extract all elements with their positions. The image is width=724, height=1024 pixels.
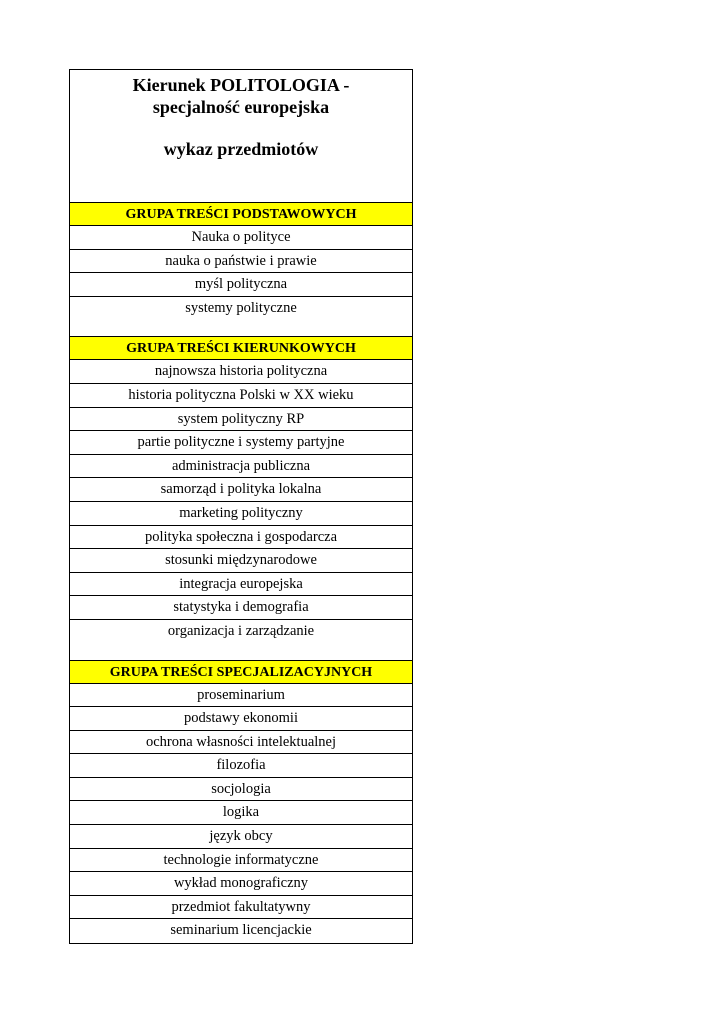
- subject-row: technologie informatyczne: [70, 849, 412, 873]
- subject-row: partie polityczne i systemy partyjne: [70, 431, 412, 455]
- subject-row: ochrona własności intelektualnej: [70, 731, 412, 755]
- group-items: [70, 226, 412, 320]
- subject-group: [70, 660, 412, 944]
- group-spacer: [70, 320, 412, 336]
- subject-row: wykład monograficzny: [70, 872, 412, 896]
- subject-row: stosunki międzynarodowe: [70, 549, 412, 573]
- group-spacer: [70, 644, 412, 660]
- subject-row: podstawy ekonomii: [70, 707, 412, 731]
- title-line-1: Kierunek POLITOLOGIA -: [132, 75, 350, 95]
- title-line-3: wykaz przedmiotów: [163, 139, 319, 159]
- subject-row: administracja publiczna: [70, 455, 412, 479]
- group-items: [70, 684, 412, 944]
- subject-row: systemy polityczne: [185, 299, 297, 316]
- group-heading: GRUPA TREŚCI SPECJALIZACYJNYCH: [70, 660, 412, 684]
- subject-row: myśl polityczna: [70, 273, 412, 297]
- subject-row: marketing polityczny: [70, 502, 412, 526]
- group-heading: GRUPA TREŚCI PODSTAWOWYCH: [70, 202, 412, 226]
- subject-row: seminarium licencjackie: [170, 922, 312, 939]
- subject-row: proseminarium: [70, 684, 412, 708]
- subject-row: Nauka o polityce: [70, 226, 412, 250]
- subject-row: przedmiot fakultatywny: [70, 896, 412, 920]
- subject-row: integracja europejska: [70, 573, 412, 597]
- groups-container: [70, 202, 412, 943]
- subject-row: polityka społeczna i gospodarcza: [70, 526, 412, 550]
- subject-row: socjologia: [70, 778, 412, 802]
- subject-row: najnowsza historia polityczna: [70, 360, 412, 384]
- subject-group: [70, 336, 412, 659]
- subjects-table: [69, 69, 413, 944]
- subject-row: historia polityczna Polski w XX wieku: [70, 384, 412, 408]
- subject-row: system polityczny RP: [70, 408, 412, 432]
- subject-row: logika: [70, 801, 412, 825]
- subject-row: organizacja i zarządzanie: [167, 622, 315, 639]
- subject-row: język obcy: [70, 825, 412, 849]
- title-line-2: specjalność europejska: [152, 97, 330, 117]
- subject-row: filozofia: [70, 754, 412, 778]
- document-header: [70, 70, 412, 202]
- subject-row: statystyka i demografia: [70, 596, 412, 620]
- group-heading: GRUPA TREŚCI KIERUNKOWYCH: [70, 336, 412, 360]
- subject-group: [70, 202, 412, 336]
- group-items: [70, 360, 412, 643]
- subject-row: samorząd i polityka lokalna: [70, 478, 412, 502]
- subject-row: nauka o państwie i prawie: [70, 250, 412, 274]
